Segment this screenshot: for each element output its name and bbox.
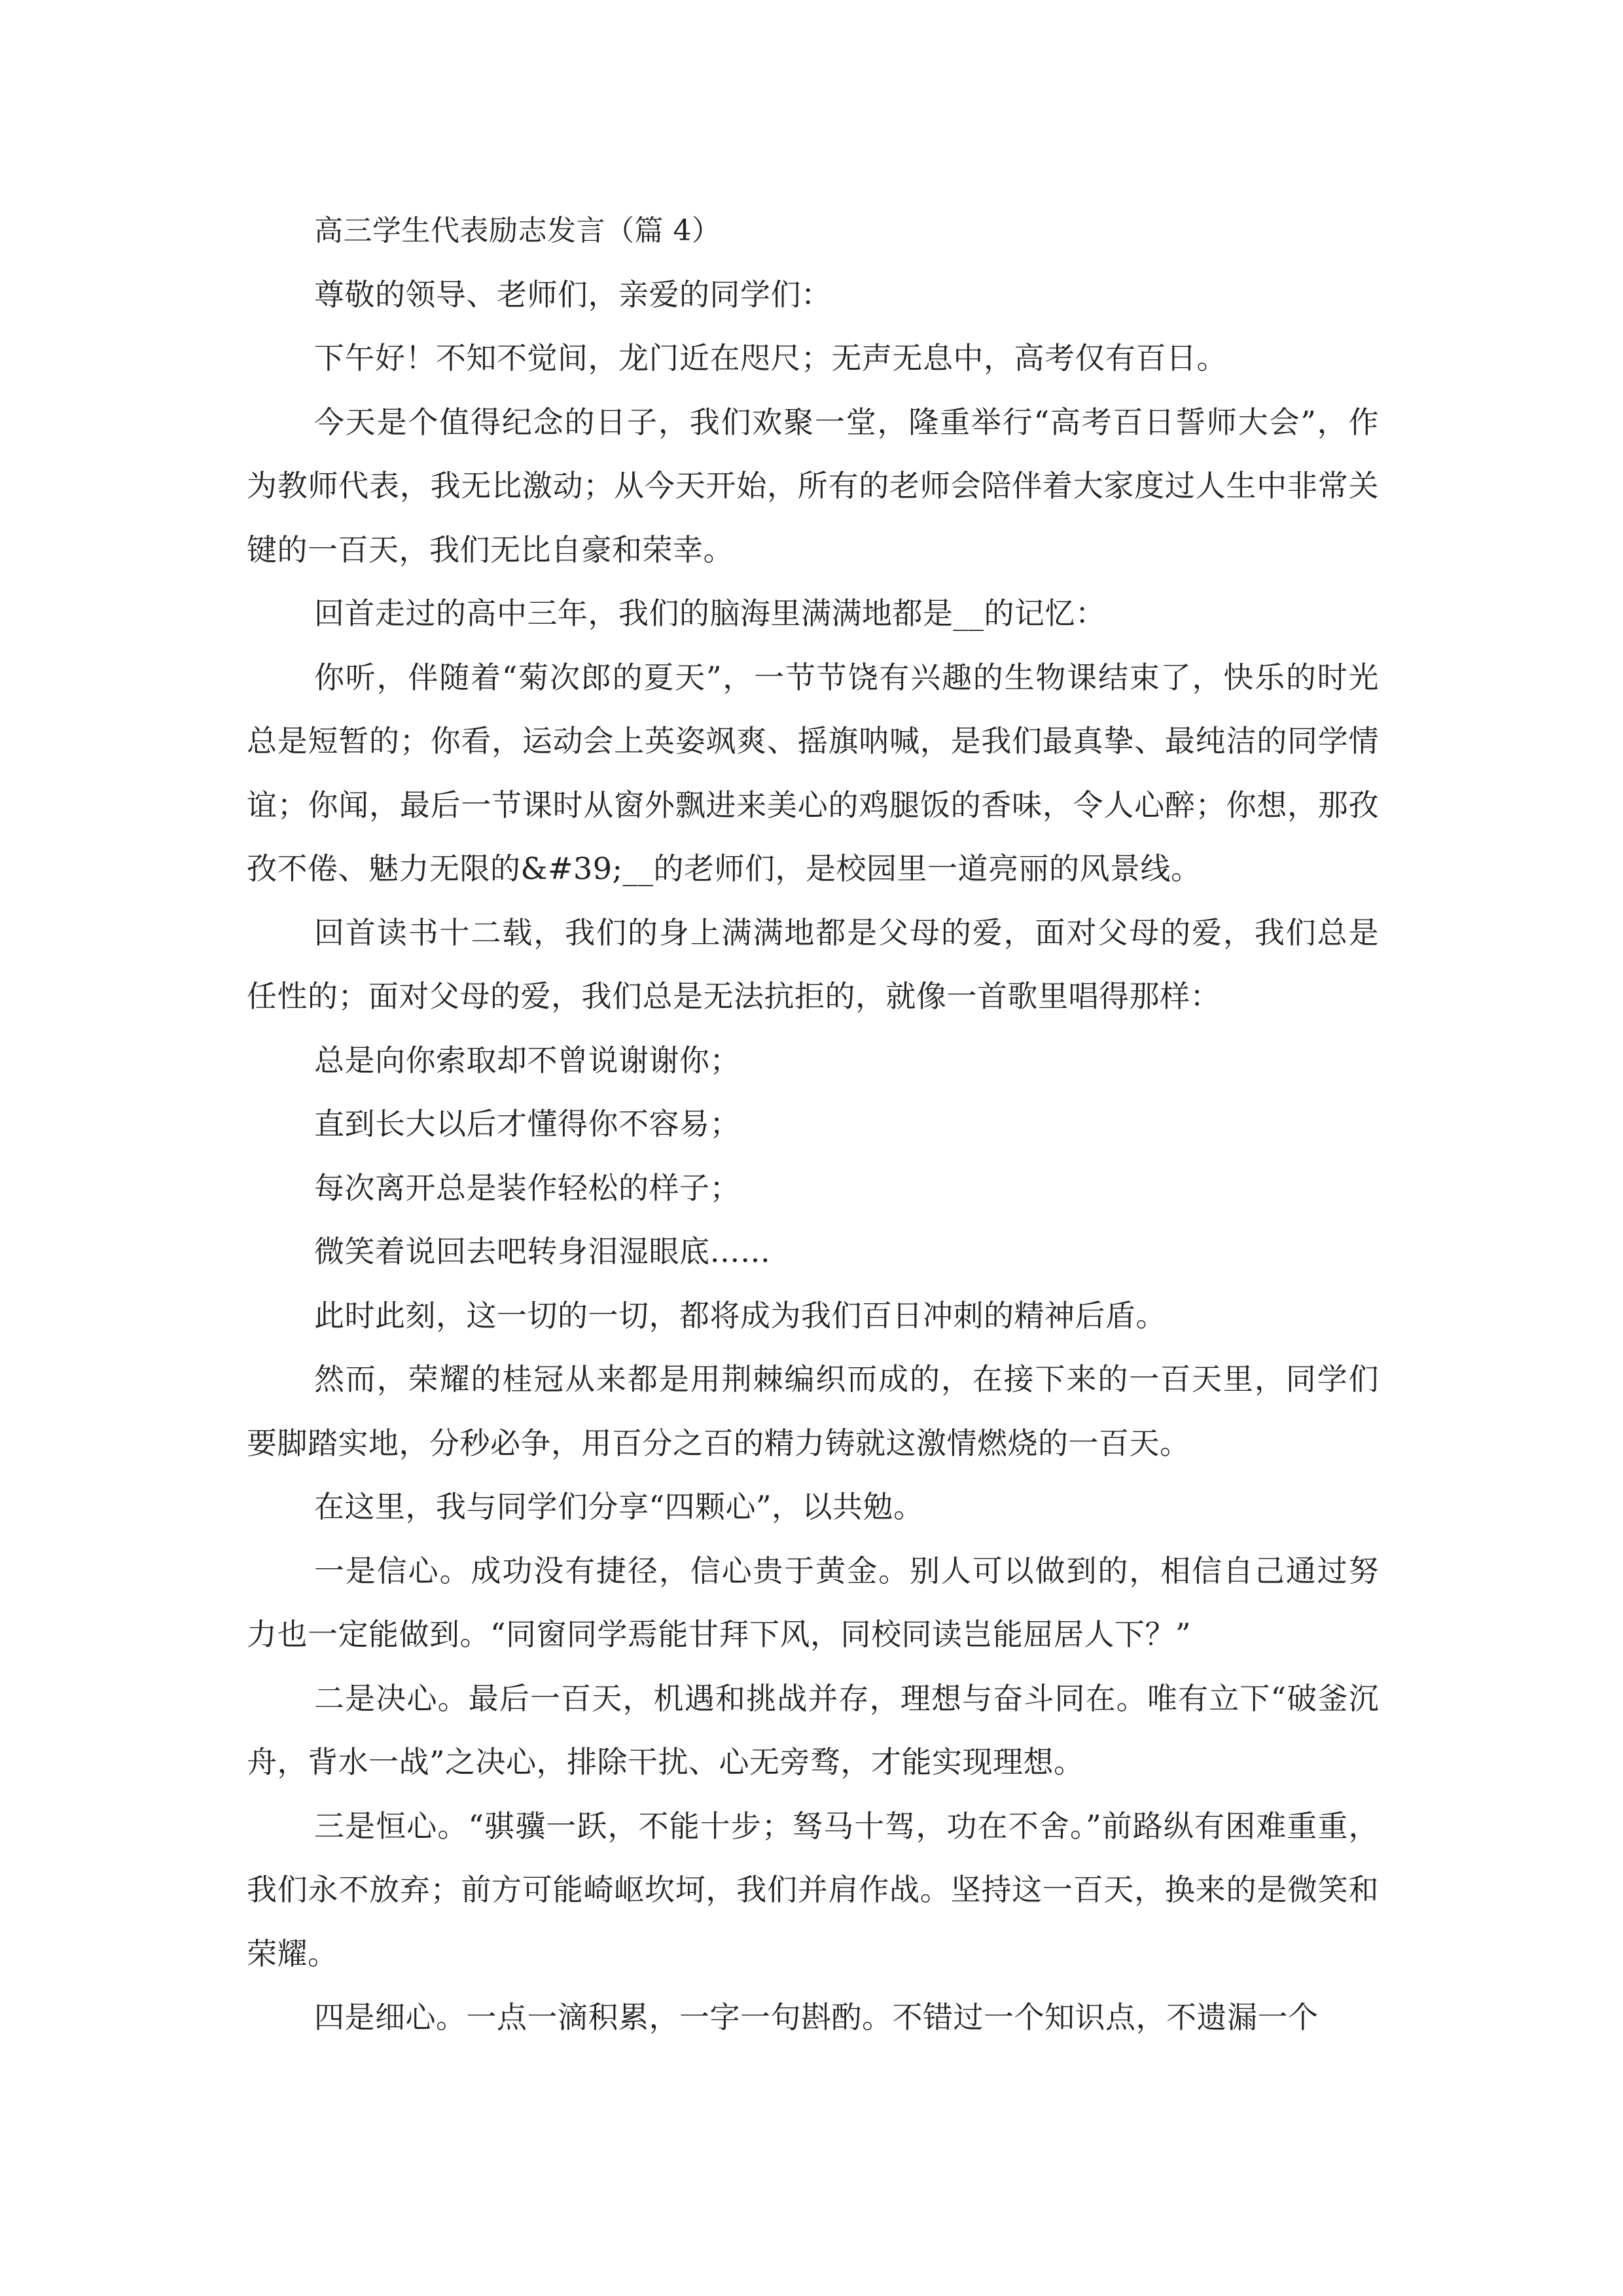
paragraph: 下午好！不知不觉间，龙门近在咫尺；无声无息中，高考仅有百日。 bbox=[314, 340, 1227, 376]
lyric-line: 直到长大以后才懂得你不容易； bbox=[314, 1106, 740, 1141]
paragraph: 尊敬的领导、老师们，亲爱的同学们： bbox=[314, 276, 832, 312]
document-body bbox=[247, 199, 1379, 2050]
paragraph: 一是信心。成功没有捷径，信心贵于黄金。别人可以做到的，相信自己通过努力也一定能做到。“同窗同学焉能甘拜下风，同校同读岂能屈居人下？” bbox=[247, 1552, 1379, 1652]
document-title: 高三学生代表励志发言（篇 4） bbox=[314, 214, 721, 247]
paragraph: 今天是个值得纪念的日子，我们欢聚一堂，隆重举行“高考百日誓师大会”，作为教师代表，我无比激动；从今天开始，所有的老师会陪伴着大家度过人生中非常关键的一百天，我们无比自豪和荣幸。 bbox=[247, 404, 1379, 567]
paragraph: 然而，荣耀的桂冠从来都是用荆棘编织而成的，在接下来的一百天里，同学们要脚踏实地，分秒必争，用百分之百的精力铸就这激情燃烧的一百天。 bbox=[247, 1361, 1379, 1461]
lyric-line: 每次离开总是装作轻松的样子； bbox=[314, 1170, 740, 1206]
paragraph: 三是恒心。“骐骥一跃，不能十步；驽马十驾，功在不舍。”前路纵有困难重重，我们永不放弃；前方可能崎岖坎坷，我们并肩作战。坚持这一百天，换来的是微笑和荣耀。 bbox=[247, 1808, 1379, 1971]
paragraph: 在这里，我与同学们分享“四颗心”，以共勉。 bbox=[314, 1489, 924, 1524]
lyric-line: 总是向你索取却不曾说谢谢你； bbox=[314, 1042, 740, 1078]
paragraph: 二是决心。最后一百天，机遇和挑战并存，理想与奋斗同在。唯有立下“破釜沉舟，背水一战”之决心，排除干扰、心无旁骛，才能实现理想。 bbox=[247, 1680, 1379, 1780]
paragraph: 此时此刻，这一切的一切，都将成为我们百日冲刺的精神后盾。 bbox=[314, 1297, 1166, 1333]
paragraph: 四是细心。一点一滴积累，一字一句斟酌。不错过一个知识点，不遗漏一个 bbox=[314, 2000, 1319, 2035]
lyric-line: 微笑着说回去吧转身泪湿眼底…… bbox=[314, 1234, 771, 1269]
paragraph: 回首走过的高中三年，我们的脑海里满满地都是__的记忆： bbox=[314, 596, 1106, 631]
paragraph: 回首读书十二载，我们的身上满满地都是父母的爱，面对父母的爱，我们总是任性的；面对父母的爱，我们总是无法抗拒的，就像一首歌里唱得那样： bbox=[247, 914, 1379, 1014]
paragraph: 你听，伴随着“菊次郎的夏天”，一节节饶有兴趣的生物课结束了，快乐的时光总是短暂的；你看，运动会上英姿飒爽、摇旗呐喊，是我们最真挚、最纯洁的同学情谊；你闻，最后一节课时从窗外飘进来美心的鸡腿饭的香味，令人心醉；你想，那孜孜不倦、魅力无限的&#39;__的老师们，是校园里一道亮丽的风景线。 bbox=[247, 659, 1379, 886]
